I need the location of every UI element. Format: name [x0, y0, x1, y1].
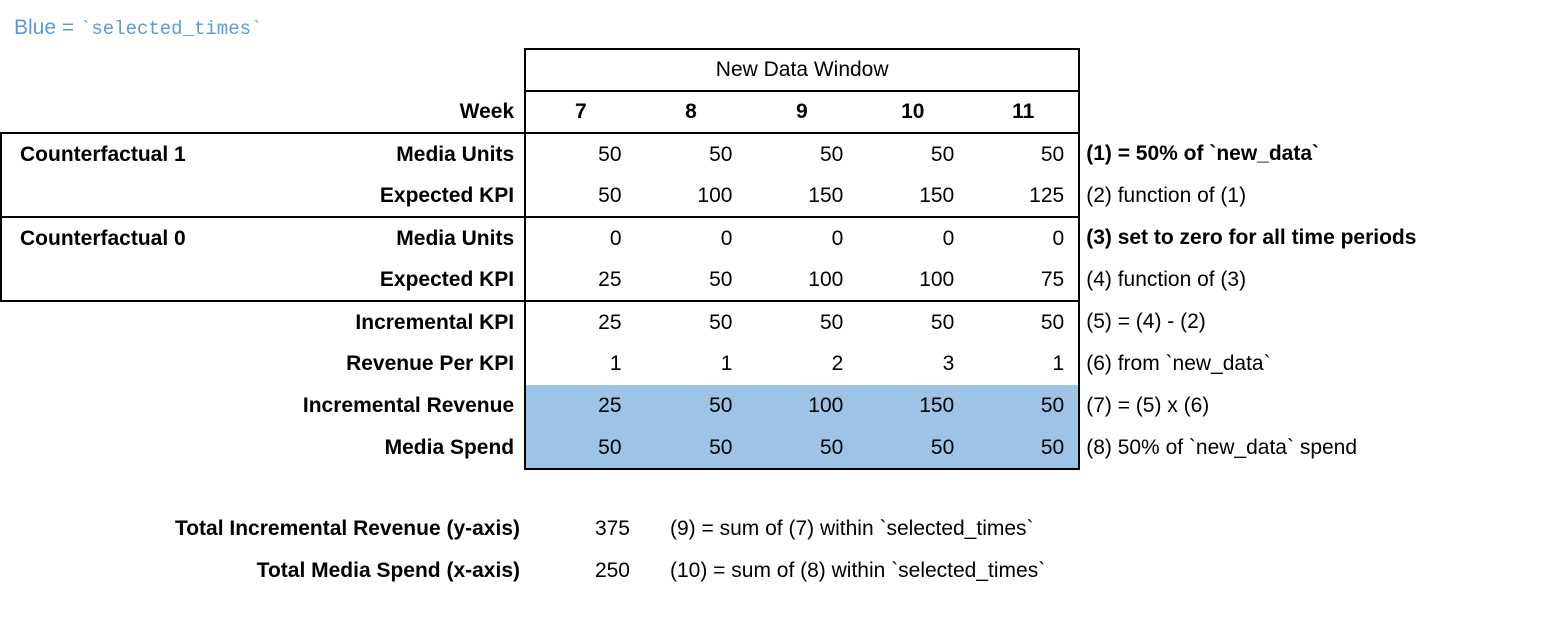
cell-value-highlight: 50 [525, 427, 635, 469]
row-note: (3) set to zero for all time periods [1086, 226, 1417, 249]
cell-value: 150 [919, 183, 955, 207]
group-label-counterfactual-0: Counterfactual 0 [1, 217, 244, 259]
row-label-expected-kpi-cf0: Expected KPI [244, 259, 525, 301]
row-label-media-units-cf0: Media Units [244, 217, 525, 259]
group-label-empty [1, 427, 244, 469]
table-row [1, 427, 1543, 469]
week-col-7: 7 [525, 91, 635, 133]
cell-value: 0 [525, 217, 635, 259]
cell-value: 150 [808, 183, 844, 207]
cell-value-highlight: 100 [746, 385, 857, 427]
spacer-cell [1079, 91, 1543, 133]
cell-value: 2 [831, 352, 844, 375]
legend-code: `selected_times` [79, 18, 263, 40]
totals-row [0, 550, 1045, 592]
cell-value: 0 [636, 217, 747, 259]
row-note: (6) from `new_data` [1086, 352, 1271, 375]
cell-value: 50 [968, 301, 1079, 343]
table-row [1, 133, 1543, 175]
spacer-cell [244, 49, 525, 91]
cell-value: 50 [968, 133, 1079, 175]
cell-value-highlight: 50 [857, 427, 968, 469]
cell-value: 3 [942, 352, 955, 375]
legend [14, 16, 262, 40]
cell-value: 0 [968, 217, 1079, 259]
cell-value: 50 [636, 259, 747, 301]
cell-value: 50 [525, 133, 635, 175]
totals-section [0, 508, 1544, 592]
totals-table [0, 508, 1045, 592]
row-note: (8) 50% of `new_data` spend [1086, 436, 1358, 459]
cell-value: 50 [636, 133, 747, 175]
cell-value: 25 [525, 259, 635, 301]
group-label-empty [1, 343, 244, 385]
cell-value: 50 [819, 310, 844, 334]
total-media-spend-label: Total Media Spend (x-axis) [256, 559, 520, 582]
cell-value: 125 [968, 175, 1079, 217]
cell-value: 0 [857, 217, 968, 259]
row-note: (4) function of (3) [1086, 268, 1247, 291]
totals-row [0, 508, 1045, 550]
cell-value: 50 [709, 310, 733, 334]
cell-value: 1 [720, 352, 733, 375]
table-row [1, 301, 1543, 343]
row-label-incremental-kpi: Incremental KPI [355, 310, 515, 334]
table-row [1, 175, 1543, 217]
group-label-empty [1, 175, 244, 217]
row-label-media-spend: Media Spend [384, 436, 515, 459]
group-label-empty [1, 385, 244, 427]
cell-value-highlight: 50 [636, 385, 747, 427]
spacer-cell [1, 49, 244, 91]
week-col-8: 8 [685, 100, 697, 123]
row-label-media-units-cf1: Media Units [244, 133, 525, 175]
cell-value: 50 [525, 175, 635, 217]
cell-value: 0 [746, 217, 857, 259]
cell-value: 25 [525, 301, 635, 343]
cell-value: 75 [968, 259, 1079, 301]
cell-value-highlight: 150 [857, 385, 968, 427]
table-row [1, 343, 1543, 385]
row-note: (5) = (4) - (2) [1086, 310, 1206, 333]
total-media-spend-note: (10) = sum of (8) within `selected_times` [670, 559, 1046, 582]
table-row [1, 217, 1543, 259]
legend-prefix: Blue = [14, 16, 80, 39]
cell-value: 1 [525, 343, 635, 385]
table-row [1, 259, 1543, 301]
cell-value-highlight: 25 [525, 385, 635, 427]
cell-value: 50 [857, 133, 968, 175]
row-label-incremental-revenue: Incremental Revenue [302, 394, 515, 417]
diagram-table-wrapper [0, 48, 1544, 470]
total-incremental-revenue-label: Total Incremental Revenue (y-axis) [174, 517, 520, 540]
group-label-counterfactual-1: Counterfactual 1 [1, 133, 244, 175]
week-col-11: 11 [968, 91, 1079, 133]
table-row [1, 385, 1543, 427]
row-label-revenue-per-kpi: Revenue Per KPI [346, 352, 515, 375]
group-label-empty [1, 301, 244, 343]
cell-value: 1 [968, 343, 1079, 385]
row-note: (2) function of (1) [1086, 184, 1247, 207]
cell-value-highlight: 50 [636, 427, 747, 469]
total-incremental-revenue-value: 375 [594, 517, 630, 540]
diagram-table [0, 48, 1544, 470]
table-header-window-row [1, 49, 1543, 91]
week-col-10: 10 [901, 100, 925, 123]
cell-value-highlight: 50 [968, 427, 1079, 469]
table-header-week-row [1, 91, 1543, 133]
spacer-cell [1, 91, 244, 133]
cell-value: 100 [857, 259, 968, 301]
new-data-window-header: New Data Window [525, 49, 1079, 91]
cell-value-highlight: 50 [968, 385, 1079, 427]
cell-value: 100 [697, 183, 733, 207]
week-col-9: 9 [796, 100, 808, 123]
cell-value: 100 [746, 259, 857, 301]
row-note: (1) = 50% of `new_data` [1086, 142, 1320, 165]
total-incremental-revenue-note: (9) = sum of (7) within `selected_times` [670, 517, 1034, 540]
cell-value: 50 [746, 133, 857, 175]
cell-value-highlight: 50 [746, 427, 857, 469]
group-label-empty [1, 259, 244, 301]
cell-value: 50 [930, 310, 955, 334]
spacer-cell [1079, 49, 1543, 91]
week-label: Week [459, 99, 515, 123]
row-label-expected-kpi-cf1: Expected KPI [379, 183, 515, 207]
total-media-spend-value: 250 [594, 559, 630, 582]
row-note: (7) = (5) x (6) [1086, 394, 1210, 417]
